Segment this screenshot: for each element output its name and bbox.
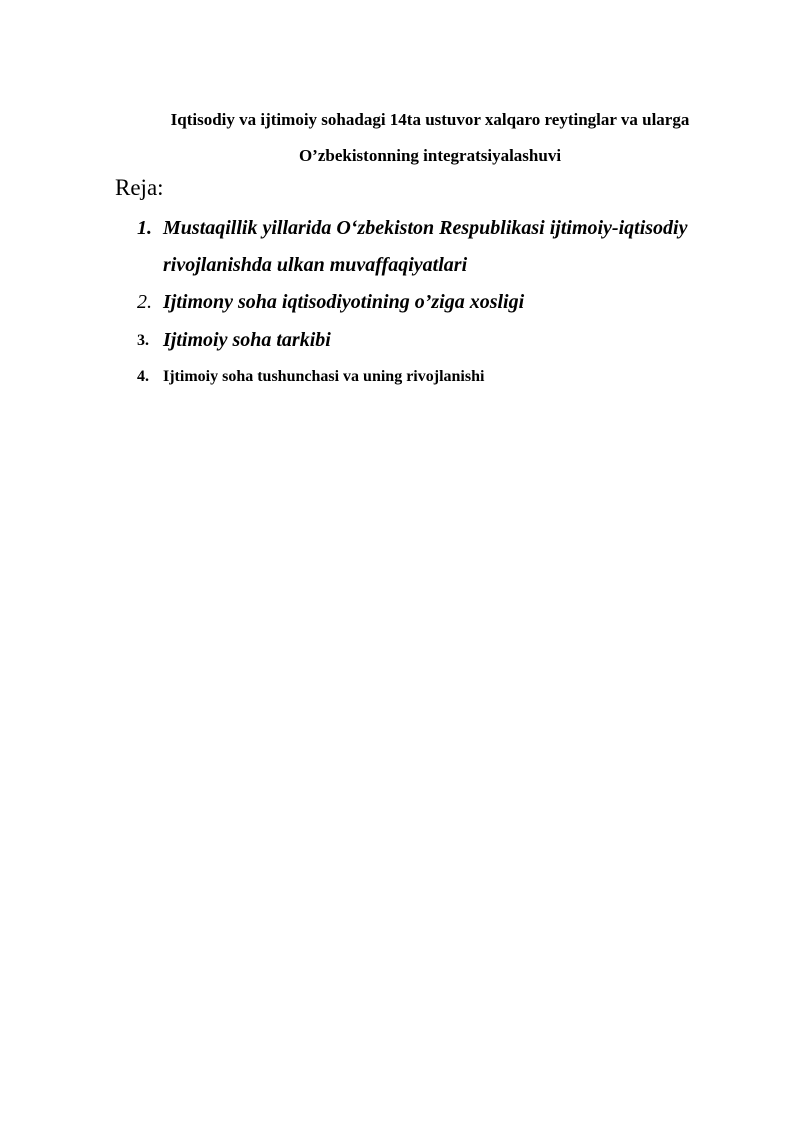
document-title-line-2: O’zbekistonning integratsiyalashuvi bbox=[298, 146, 562, 165]
plan-item-2 bbox=[0, 284, 800, 321]
plan-item-text: Ijtimoiy soha tushunchasi va uning rivojlanishi bbox=[163, 368, 485, 385]
plan-item-4 bbox=[0, 359, 800, 395]
plan-item-1 bbox=[0, 210, 800, 284]
plan-item-3 bbox=[0, 321, 800, 359]
plan-label: Reja: bbox=[115, 175, 164, 200]
plan-item-number: 2. bbox=[137, 291, 152, 313]
plan-item-number: 1. bbox=[137, 217, 152, 239]
plan-item-text: Ijtimoiy soha tarkibi bbox=[163, 329, 331, 351]
plan-item-text: Mustaqillik yillarida O‘zbekiston Respublikasi ijtimoiy-iqtisodiy rivojlanishda ulkan muvaffaqiyatlari bbox=[163, 217, 688, 276]
document-title-line-1: Iqtisodiy va ijtimoiy sohadagi 14ta ustuvor xalqaro reytinglar va ularga bbox=[170, 110, 690, 129]
plan-list bbox=[0, 210, 800, 395]
document-title bbox=[100, 102, 760, 174]
plan-item-number: 3. bbox=[137, 332, 149, 349]
plan-item-text: Ijtimony soha iqtisodiyotining o’ziga xosligi bbox=[163, 291, 525, 313]
plan-item-number: 4. bbox=[137, 368, 149, 385]
